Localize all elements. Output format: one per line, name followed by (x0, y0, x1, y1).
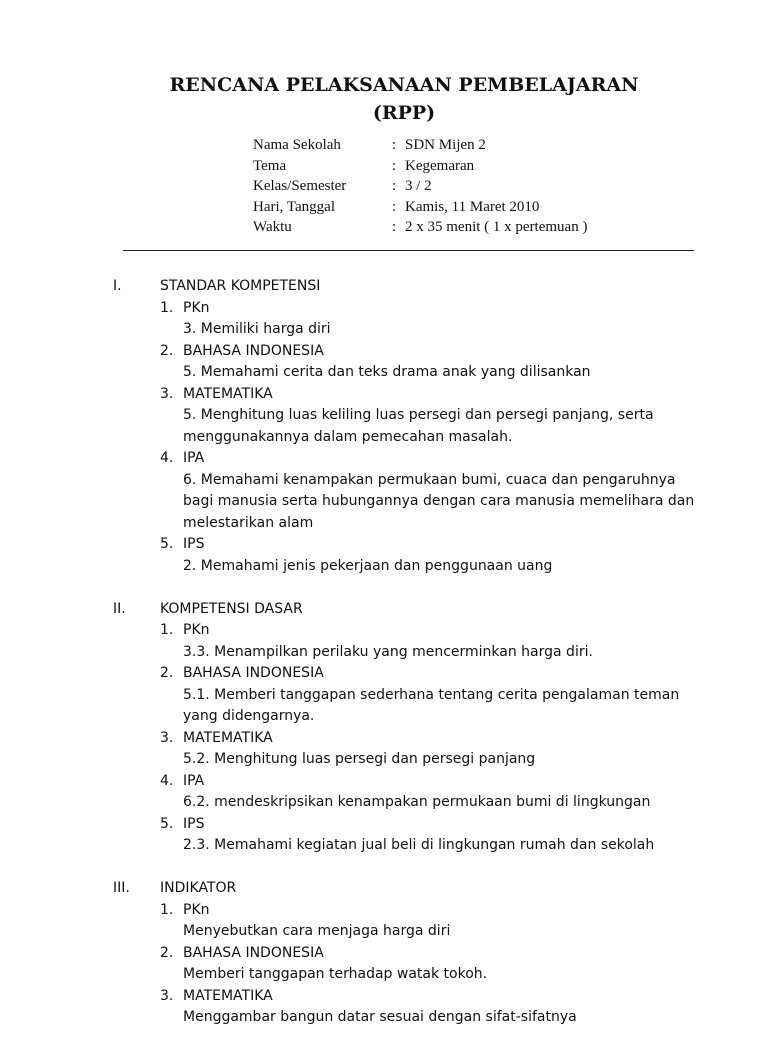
info-separator: : (392, 178, 397, 195)
list-item-number: 2. (160, 665, 174, 681)
list-item-description: 5.1. Memberi tanggapan sederhana tentang cerita pengalaman teman yang didengarnya. (183, 686, 680, 724)
info-value: SDN Mijen 2 (405, 137, 486, 153)
list-item (0, 298, 768, 320)
info-separator: : (392, 137, 397, 153)
list-item-subject: IPS (183, 536, 205, 552)
list-item-number: 3. (160, 729, 174, 746)
section-number: I. (113, 278, 122, 294)
list-item (0, 814, 768, 836)
list-item-description: 6. Memahami kenampakan permukaan bumi, cuaca dan pengaruhnya bagi manusia serta hubungannya dengan cara manusia memelihara dan melestarikan alam (183, 471, 695, 531)
header-divider (123, 250, 694, 251)
section-title: INDIKATOR (160, 880, 237, 896)
section-heading (0, 276, 768, 298)
list-item-description: 2. Memahami jenis pekerjaan dan penggunaan uang (183, 557, 553, 574)
list-item (0, 341, 768, 363)
list-item-number: 1. (160, 901, 174, 918)
list-item (0, 448, 768, 470)
section-title: KOMPETENSI DASAR (160, 600, 303, 617)
document-title: RENCANA PELAKSANAAN PEMBELAJARAN (169, 74, 639, 96)
list-item-description: 5. Memahami cerita dan teks drama anak yang dilisankan (183, 364, 591, 380)
section-title: STANDAR KOMPETENSI (160, 278, 321, 294)
list-item-description: Menyebutkan cara menjaga harga diri (183, 923, 451, 939)
info-label: Kelas/Semester (253, 178, 347, 195)
list-item-number: 2. (160, 944, 174, 961)
info-value: Kamis, 11 Maret 2010 (405, 198, 540, 215)
list-item-description: 5.2. Menghitung luas persegi dan persegi panjang (183, 751, 536, 767)
list-item-number: 1. (160, 622, 174, 638)
list-item-description: Memberi tanggapan terhadap watak tokoh. (183, 966, 488, 982)
list-item-description: Menggambar bangun datar sesuai dengan sifat-sifatnya (183, 1009, 577, 1025)
info-label: Nama Sekolah (253, 137, 341, 153)
list-item-subject: BAHASA INDONESIA (183, 342, 324, 359)
list-item (0, 943, 768, 965)
list-item-subject: MATEMATIKA (183, 987, 273, 1004)
list-item-subject: IPA (183, 450, 205, 466)
section (0, 599, 768, 857)
info-label: Tema (253, 157, 287, 174)
list-item-number: 2. (160, 342, 174, 359)
section-number: II. (113, 600, 126, 617)
list-item (0, 534, 768, 556)
list-item (0, 900, 768, 922)
info-value: 2 x 35 menit ( 1 x pertemuan ) (405, 219, 588, 236)
list-item-number: 5. (160, 536, 174, 552)
list-item (0, 663, 768, 685)
list-item (0, 986, 768, 1008)
info-label: Hari, Tanggal (253, 198, 335, 215)
document-body (0, 276, 768, 1050)
list-item-subject: IPS (183, 815, 205, 832)
list-item-description: 3. Memiliki harga diri (183, 321, 331, 337)
list-item-subject: BAHASA INDONESIA (183, 665, 324, 681)
section-number: III. (113, 880, 130, 896)
list-item-subject: PKn (183, 901, 210, 918)
list-item (0, 728, 768, 750)
document-subtitle: (RPP) (372, 102, 436, 124)
list-item-number: 4. (160, 450, 174, 466)
section-heading (0, 599, 768, 621)
info-value: Kegemaran (405, 157, 475, 174)
list-item (0, 384, 768, 406)
list-item (0, 771, 768, 793)
list-item-subject: MATEMATIKA (183, 385, 273, 402)
section (0, 276, 768, 577)
list-item-description: 3.3. Menampilkan perilaku yang mencerminkan harga diri. (183, 643, 593, 660)
list-item-number: 3. (160, 385, 174, 402)
list-item-description: 5. Menghitung luas keliling luas persegi dan persegi panjang, serta menggunakannya dalam pemecahan masalah. (183, 407, 654, 445)
section-heading (0, 878, 768, 900)
list-item-subject: BAHASA INDONESIA (183, 944, 324, 961)
list-item-number: 5. (160, 815, 174, 832)
list-item-number: 4. (160, 772, 174, 789)
list-item-description: 2.3. Memahami kegiatan jual beli di lingkungan rumah dan sekolah (183, 837, 655, 853)
list-item-subject: MATEMATIKA (183, 729, 273, 746)
list-item-subject: PKn (183, 622, 210, 638)
list-item-description: 6.2. mendeskripsikan kenampakan permukaan bumi di lingkungan (183, 794, 651, 810)
list-item-number: 3. (160, 987, 174, 1004)
info-label: Waktu (253, 219, 292, 236)
info-separator: : (392, 157, 397, 174)
info-separator: : (392, 219, 397, 236)
section (0, 878, 768, 1029)
list-item (0, 620, 768, 642)
list-item-number: 1. (160, 299, 174, 316)
list-item-subject: IPA (183, 772, 205, 789)
info-value: 3 / 2 (405, 178, 432, 195)
info-separator: : (392, 198, 397, 215)
list-item-subject: PKn (183, 299, 210, 316)
